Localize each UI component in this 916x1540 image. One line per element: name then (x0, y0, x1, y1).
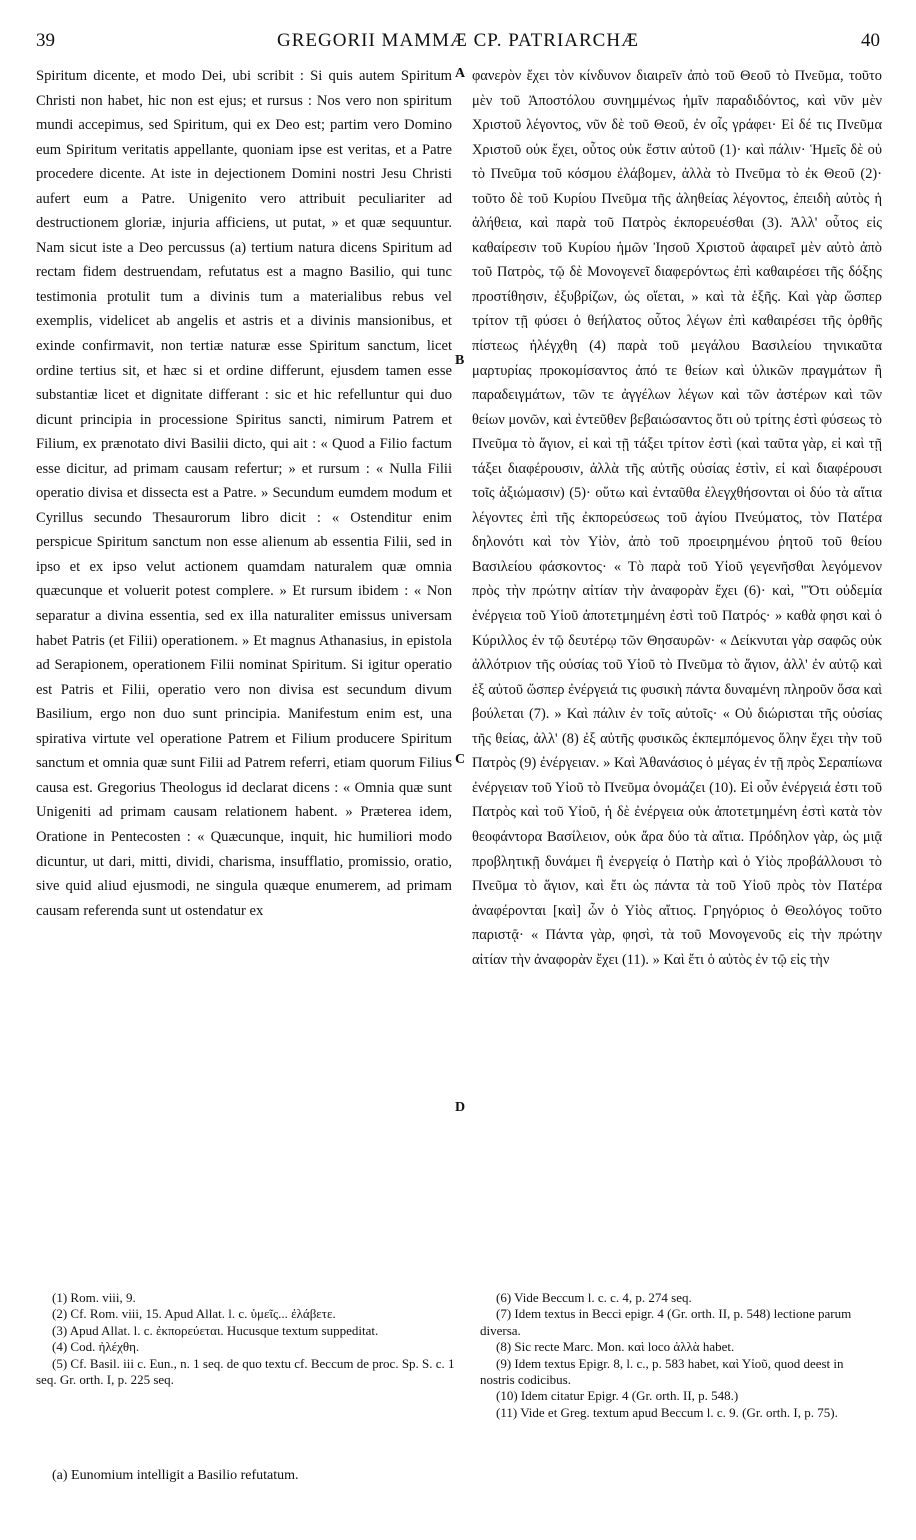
running-header (36, 30, 880, 60)
page-number-right: 40 (861, 30, 880, 51)
editorial-note: (a) Eunomium intelligit a Basilio refutatum. (52, 1468, 299, 1483)
page-number-left: 39 (36, 30, 55, 51)
greek-paragraph: φανερὸν ἔχει τὸν κίνδυνον διαιρεῖν ἀπὸ τοῦ Θεοῦ τὸ Πνεῦμα, τοῦτο μὲν τοῦ Ἀποστόλου συνημμένως ἡμῖν παραδιδόντος, καὶ νῦν μὲν Χριστοῦ λέγοντος, νῦν δὲ τοῦ Θεοῦ, ἐν οἷς γράφει· Εἰ δέ τις Πνεῦμα Χριστοῦ οὐκ ἔχει, οὗτος οὐκ ἔστιν αὐτοῦ (1)· καὶ πάλιν· Ἡμεῖς δὲ οὐ τὸ Πνεῦμα τοῦ κόσμου ἐλάβομεν, ἀλλὰ τὸ Πνεῦμα τὸ ἐκ Θεοῦ (2)· τοῦτο δὲ τοῦ Κυρίου Πνεῦμα τῆς ἀληθείας λέγοντος, ἐπειδὴ αὐτὸς ἡ ἀλήθεια, καὶ παρὰ τοῦ Πατρὸς ἐκπορευέσθαι (3). Ἀλλ' οὗτος εἰς καθαίρεσιν τοῦ Κυρίου ἡμῶν Ἰησοῦ Χριστοῦ ἀφαιρεῖ μὲν αὐτὸ ἀπὸ τοῦ Πατρὸς, τῷ δὲ Μονογενεῖ διαφερόντως ἐπὶ καθαιρέσει τῆς δόξης προστίθησιν, ἐξυβρίζων, ὡς οἴεται, » καὶ τὰ ἑξῆς. Καὶ γὰρ ὥσπερ τρίτον τῇ φύσει ὁ θεήλατος οὗτος λέγων ἐπὶ καθαιρέσει τῆς ὀρθῆς πίστεως ἠλέγχθη (4) παρὰ τοῦ μεγάλου Βασιλείου τηνικαῦτα μαρτυρίας προκομίσαντος ἀπό τε θείων καὶ ὑλικῶν πραγμάτων ἢ παραδειγμάτων, τῶν τε ἀγγέλων λέγων καὶ τῶν ἀστέρων καὶ τῶν θείων μονῶν, καὶ ἐντεῦθεν βεβαιώσαντος ὅτι οὐ τρίτης ἐστὶ φύσεως τὸ Πνεῦμα τὸ ἅγιον, εἰ καὶ τῇ τάξει τρίτον ἐστὶ (καὶ ταῦτα γὰρ, εἰ καὶ τῇ τάξει διαφέρουσιν, ἀλλὰ τῆς αὐτῆς οὐσίας ἐστὶν, εἰ καὶ διαφέρουσι τοῖς ἀξιώμασιν) (5)· οὕτω καὶ ἐνταῦθα ἐλεγχθήσονται οἱ δύο τὰ αἴτια λέγοντες ἐπὶ τῆς ἐκπορεύσεως τοῦ ἁγίου Πνεύματος, τὸν Πατέρα δηλονότι καὶ τὸν Υἱὸν, ἀπὸ τοῦ προειρημένου ῥητοῦ τοῦ θείου Βασιλείου φάσκοντος· « Τὸ παρὰ τοῦ Υἱοῦ γεγενῆσθαι λεγόμενον πρὸς τὴν πρώτην αἰτίαν τὴν ἀναφορὰν ἔχει (6)· καὶ, "Ὅτι οὐδεμία ἐνέργεια τοῦ Υἱοῦ ἀποτετμημένη ἐστὶ τοῦ Πατρός· » καθὰ φησι καὶ ὁ Κύριλλος ἐν τῷ δευτέρῳ τῶν Θησαυρῶν· « Δείκνυται γὰρ σαφῶς οὐκ ἀλλότριον τῆς οὐσίας τοῦ Υἱοῦ τὸ Πνεῦμα τὸ ἅγιον, ἀλλ' ἐν αὐτῷ καὶ ἐξ αὐτοῦ ὥσπερ ἐνέργειά τις φυσικὴ πάντα δυναμένη πληροῦν ὅσα καὶ βούλεται (7). » Καὶ πάλιν ἐν τοῖς αὐτοῖς· « Οὐ διώρισται τῆς οὐσίας τῆς θείας, ἀλλ' (8) ἐξ αὐτῆς φυσικῶς ἐκπεμπόμενος ὅλην ἔχει τὴν τοῦ Πατρὸς (9) ἐνέργειαν. » Καὶ Ἀθανάσιος ὁ μέγας ἐν τῇ πρὸς Σεραπίωνα ἐνέργειαν τοῦ Υἱοῦ τὸ Πνεῦμα ὀνομάζει (10). Εἰ οὖν ἐνέργειά ἐστι τοῦ Πατρὸς καὶ τοῦ Υἱοῦ, ἡ δὲ ἐνέργεια οὐκ ἀποτετμημένη ἐστὶ κατὰ τὸν θεοφάντορα Βασίλειον, οὐκ ἄρα δύο τὰ αἴτια. Πρόδηλον γὰρ, ὡς μιᾷ προβλητικῇ δυνάμει ἢ ἐνεργείᾳ ὁ Πατὴρ καὶ ὁ Υἱὸς προβάλλουσι τὸ Πνεῦμα τὸ ἅγιον, καὶ ἔτι ὡς πάντα τὰ τοῦ Υἱοῦ πρὸς τὸν Πατέρα ἀναφέρονται [καὶ] ὧν ὁ Υἱὸς αἴτιος. Γρηγόριος ὁ Θεολόγος τοῦτο παριστᾷ· « Πάντα γὰρ, φησὶ, τὰ τοῦ Μονογενοῦς εἰς τὴν πρώτην αἰτίαν τὴν ἀναφορὰν ἔχει (11). » Καὶ ἔτι ὁ αὐτὸς ἐν τῷ εἰς τὴν (472, 68, 882, 968)
latin-paragraph: Spiritum dicente, et modo Dei, ubi scribit : Si quis autem Spiritum Christi non habet, hic non est ejus; et rursus : Nos vero non spiritum mundi accepimus, sed Spiritum, qui ex Deo est; partim vero Domino eum Spiritum veritatis appellante, quoniam ipse est veritas, et a Patre procedere dicente. At iste in dejectionem Domini nostri Jesu Christi aufert eum a Patre. Unigenito vero attribuit peculiariter ad destructionem gloriæ, injuria afficiens, ut putat, » et quæ sequuntur. Nam sicut iste a Deo percussus (a) tertium natura dicens Spiritum ad rectam fidem destruendam, refutatus est a magno Basilio, qui tunc testimonia protulit tum a divinis tum a materialibus rebus vel exemplis, videlicet ab angelis et astris et a divinis mansionibus, et exinde confirmavit, non tertiæ naturæ esse Spiritum sanctum, licet ordine tertius sit, et hæc si et ordine differunt, ejusdem tamen esse substantiæ licet et dignitate differant : sic et hic refelluntur qui duo dicunt principia in processione Spiritus sancti, nimirum Patrem et Filium, ex prænotato divi Basilii dicto, qui ait : « Quod a Filio factum esse dicitur, ad primam causam refertur; » et rursum : « Nulla Filii operatio divisa et dissecta est a Patre. » Secundum eumdem modum et Cyrillus secundo Thesaurorum libro dicit : « Ostenditur enim perspicue Spiritum sanctum non esse alienum ab essentia Filii, sed in ipso et ex ipso velut actionem quamdam naturalem quæ omnia quæcunque et voluerit potest complere. » Et rursum ibidem : « Non separatur a divina essentia, sed ex illa naturaliter emissus universam habet Patris (et Filii) operationem. » Et magnus Athanasius, in epistola ad Serapionem, operationem Filii nominat Spiritum. Si igitur operatio est Patris et Filii, operatio vero non divisa est secundum divum Basilium, ergo non duo sunt principia. Manifestum enim est, una spirativa virtute vel operatione Patrem et Filium producere Spiritum sanctum et omnia quæ sunt Filii ad Patrem referri, etiam quorum Filius causa est. Gregorius Theologus id declarat dicens : « Omnia quæ sunt Unigeniti ad primam causam relationem habent. » Præterea idem, Oratione in Pentecosten : « Quæcunque, inquit, hic humiliori modo dicuntur, ut dari, mitti, dividi, charisma, insufflatio, promissio, oratio, sive quid aliud ejusmodi, ne singula quæque enumerem, ad primam causam referenda sunt ut ostendatur ex (36, 68, 452, 919)
margin-letter-b: B (455, 353, 465, 368)
footnote: (2) Cf. Rom. viii, 15. Apud Allat. l. c. ὑμεῖς... ἐλάβετε. (52, 1306, 336, 1322)
footnote: (7) Idem textus in Becci epigr. 4 (Gr. orth. II, p. 548) lectione parum diversa. (480, 1306, 852, 1338)
footnote: (5) Cf. Basil. iii c. Eun., n. 1 seq. de quo textu cf. Beccum de proc. Sp. S. c. 1 seq. Gr. orth. I, p. 225 seq. (36, 1355, 455, 1388)
footnote: (8) Sic recte Marc. Mon. καὶ loco ἀλλὰ habet. (496, 1339, 735, 1355)
greek-column (472, 64, 882, 972)
footnote: (10) Idem citatur Epigr. 4 (Gr. orth. II, p. 548.) (496, 1388, 739, 1404)
footnote: (6) Vide Beccum l. c. c. 4, p. 274 seq. (496, 1290, 692, 1305)
margin-letter-c: C (455, 752, 466, 767)
footnotes-right (480, 1290, 880, 1421)
latin-column (36, 64, 452, 923)
footnote: (1) Rom. viii, 9. (52, 1290, 136, 1305)
running-title: GREGORII MAMMÆ CP. PATRIARCHÆ (277, 30, 639, 51)
margin-letter-d: D (455, 1100, 466, 1115)
footnote: (3) Apud Allat. l. c. ἐκπορεύεται. Hucusque textum suppeditat. (52, 1322, 379, 1338)
footnote: (4) Cod. ἠλέχθη. (52, 1339, 140, 1355)
footnotes-left (36, 1290, 456, 1388)
margin-letter-a: A (455, 66, 466, 81)
footnote: (9) Idem textus Epigr. 8, l. c., p. 583 habet, καὶ Υἱοῦ, quod deest in nostris codicibus. (480, 1355, 844, 1388)
footnote: (11) Vide et Greg. textum apud Beccum l. c. 9. (Gr. orth. I, p. 75). (496, 1404, 838, 1420)
